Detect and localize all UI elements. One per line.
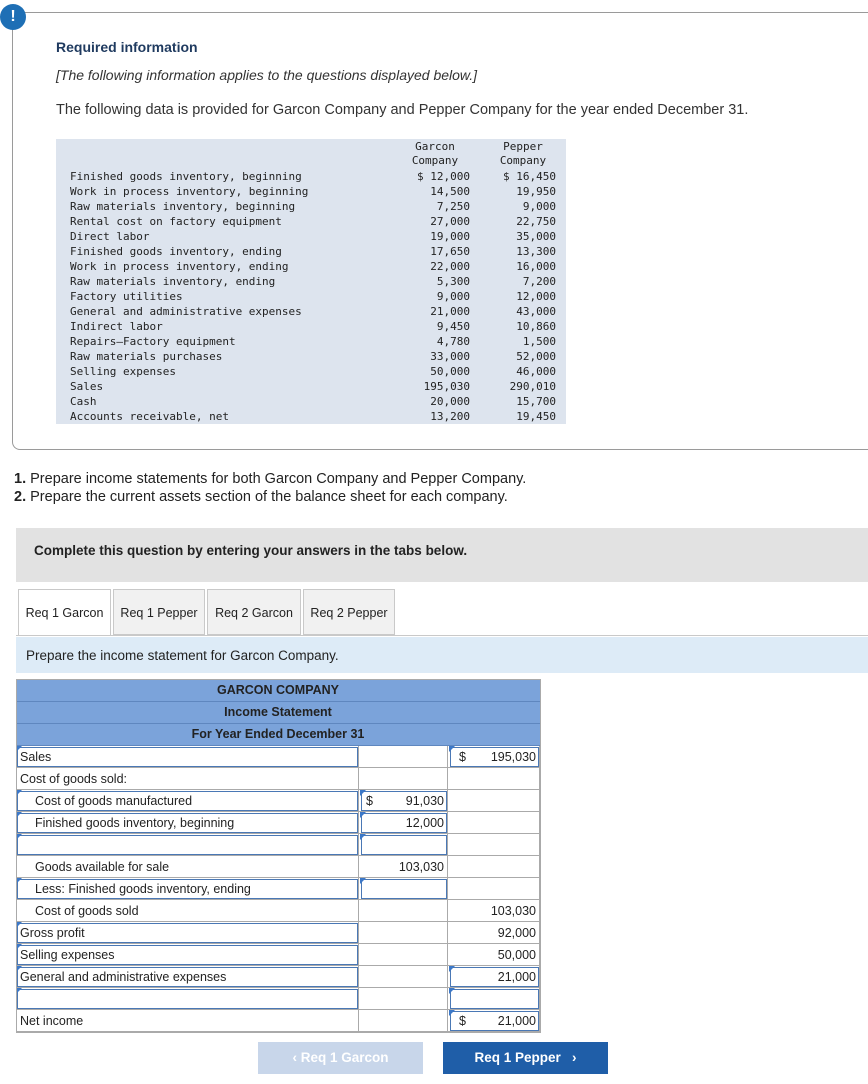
data-row-label: Rental cost on factory equipment [70, 215, 282, 228]
statement-row-label [16, 856, 359, 878]
data-row-pepper-value: 290,010 [509, 380, 556, 393]
statement-row-label[interactable] [16, 922, 359, 944]
data-row-label: Work in process inventory, beginning [70, 185, 309, 198]
statement-row-total [449, 768, 540, 790]
question-1-text: Prepare income statements for both Garcon Company and Pepper Company. [30, 471, 527, 487]
info-title: Required information [56, 39, 198, 55]
statement-row-total-text: 92,000 [497, 926, 536, 940]
data-row [56, 229, 566, 244]
statement-period: For Year Ended December 31 [16, 724, 540, 746]
instructions-bar [16, 528, 868, 582]
data-row [56, 364, 566, 379]
statement-row-label[interactable] [16, 812, 359, 834]
statement-row-amount [360, 922, 448, 944]
statement-row [16, 856, 540, 878]
statement-row-amount-text: 12,000 [405, 816, 444, 830]
statement-row-label[interactable] [16, 966, 359, 988]
income-statement [16, 679, 540, 1032]
data-row [56, 214, 566, 229]
input-flag-icon [16, 944, 22, 950]
statement-row-total-text: 21,000 [497, 970, 536, 984]
pepper-header-line1: Pepper [503, 140, 543, 153]
data-row-garcon-value: 14,500 [430, 185, 470, 198]
data-row-label: Selling expenses [70, 365, 176, 378]
data-row-label: Indirect labor [70, 320, 163, 333]
statement-row [16, 812, 540, 834]
data-table-header [56, 139, 566, 169]
statement-row-label-text: Selling expenses [20, 948, 115, 962]
data-row-label: Direct labor [70, 230, 150, 243]
data-row-label: Raw materials purchases [70, 350, 223, 363]
statement-row-amount [360, 768, 448, 790]
input-flag-icon [360, 834, 366, 840]
statement-company: GARCON COMPANY [16, 679, 540, 702]
data-row [56, 184, 566, 199]
data-row-garcon-value: 9,000 [436, 290, 470, 303]
input-flag-icon [16, 746, 22, 752]
statement-row-amount [360, 988, 448, 1010]
statement-row-label [16, 1010, 359, 1032]
tab-divider [16, 635, 868, 636]
pepper-column-header [488, 140, 558, 168]
data-row-label: Repairs—Factory equipment [70, 335, 236, 348]
statement-row-label[interactable] [16, 746, 359, 768]
input-flag-icon [449, 746, 455, 752]
question-2-text: Prepare the current assets section of the balance sheet for each company. [30, 489, 508, 505]
tab-req-1-garcon[interactable]: Req 1 Garcon [18, 589, 111, 635]
tab-req-2-pepper[interactable]: Req 2 Pepper [303, 589, 395, 635]
statement-row-label [16, 900, 359, 922]
input-flag-icon [16, 922, 22, 928]
input-flag-icon [449, 988, 455, 994]
input-flag-icon [16, 812, 22, 818]
statement-row-total[interactable] [449, 988, 540, 1010]
statement-row-amount[interactable] [360, 790, 448, 812]
statement-row-total-text: 103,030 [490, 904, 536, 918]
data-row-label: Finished goods inventory, beginning [70, 170, 302, 183]
statement-row [16, 1010, 540, 1032]
statement-row-amount[interactable] [360, 812, 448, 834]
data-row-pepper-value: 19,450 [516, 410, 556, 423]
statement-row [16, 878, 540, 900]
data-row-label: Factory utilities [70, 290, 183, 303]
data-row-garcon-value: 9,450 [436, 320, 470, 333]
info-note: [The following information applies to the questions displayed below.] [56, 67, 478, 83]
data-row-pepper-value: 7,200 [522, 275, 556, 288]
data-row-garcon-value: 20,000 [430, 395, 470, 408]
statement-row-amount [360, 1010, 448, 1032]
input-flag-icon [360, 812, 366, 818]
input-flag-icon [449, 1010, 455, 1016]
statement-row-label[interactable] [16, 834, 359, 856]
data-row-garcon-value: $ 12,000 [417, 170, 470, 183]
data-row-garcon-value: 195,030 [423, 380, 470, 393]
input-flag-icon [360, 878, 366, 884]
data-row-label: Accounts receivable, net [70, 410, 229, 423]
data-row [56, 334, 566, 349]
data-row-garcon-value: 5,300 [436, 275, 470, 288]
statement-row-label[interactable] [16, 944, 359, 966]
statement-row-amount [360, 856, 448, 878]
data-row-garcon-value: 22,000 [430, 260, 470, 273]
statement-row-amount [360, 900, 448, 922]
garcon-header-line1: Garcon [415, 140, 455, 153]
statement-row-total [449, 922, 540, 944]
chevron-right-icon: › [572, 1050, 577, 1065]
statement-row-label-text: Gross profit [20, 926, 85, 940]
info-intro: The following data is provided for Garcon Company and Pepper Company for the year ended December 31. [56, 102, 749, 118]
statement-row-amount-text: 103,030 [398, 860, 444, 874]
input-flag-icon [16, 834, 22, 840]
next-button[interactable] [443, 1042, 608, 1074]
statement-row-amount[interactable] [360, 878, 448, 900]
statement-row-label-text: General and administrative expenses [20, 970, 227, 984]
statement-row [16, 944, 540, 966]
data-row-label: Finished goods inventory, ending [70, 245, 282, 258]
data-row-label: Sales [70, 380, 104, 393]
data-row-pepper-value: 22,750 [516, 215, 556, 228]
statement-row-label[interactable] [16, 878, 359, 900]
statement-row-total [449, 856, 540, 878]
statement-row-total [449, 878, 540, 900]
next-button-label: Req 1 Pepper [474, 1050, 561, 1065]
statement-row-total[interactable] [449, 746, 540, 768]
given-data-table [56, 139, 566, 424]
question-2-number: 2. [14, 489, 27, 505]
data-row-garcon-value: 7,250 [436, 200, 470, 213]
statement-row-total-text: 21,000 [497, 1014, 536, 1028]
data-row-garcon-value: 33,000 [430, 350, 470, 363]
garcon-column-header [400, 140, 470, 168]
data-row [56, 379, 566, 394]
instructions-text: Complete this question by entering your answers in the tabs below. [34, 543, 468, 558]
data-row-garcon-value: 50,000 [430, 365, 470, 378]
statement-row-label [16, 768, 359, 790]
statement-row [16, 900, 540, 922]
data-row-label: Work in process inventory, ending [70, 260, 289, 273]
statement-row-label[interactable] [16, 988, 359, 1010]
statement-row-total-text: 50,000 [497, 948, 536, 962]
question-1-number: 1. [14, 471, 27, 487]
data-row-label: Cash [70, 395, 97, 408]
data-row-pepper-value: $ 16,450 [503, 170, 556, 183]
data-row-pepper-value: 52,000 [516, 350, 556, 363]
data-row [56, 289, 566, 304]
question-2 [14, 489, 508, 505]
data-row-pepper-value: 16,000 [516, 260, 556, 273]
data-row [56, 274, 566, 289]
statement-row-amount[interactable] [360, 834, 448, 856]
data-row [56, 169, 566, 184]
statement-row-amount [360, 746, 448, 768]
data-row-garcon-value: 21,000 [430, 305, 470, 318]
statement-row-label-text: Cost of goods manufactured [35, 794, 193, 808]
prev-button-label: Req 1 Garcon [300, 1050, 389, 1065]
statement-row-label-text: Sales [20, 750, 52, 764]
data-row-pepper-value: 43,000 [516, 305, 556, 318]
data-row-label: Raw materials inventory, beginning [70, 200, 296, 213]
statement-row-total-text: 195,030 [490, 750, 536, 764]
dollar-sign: $ [366, 794, 373, 808]
statement-row [16, 746, 540, 768]
tab-req-2-garcon[interactable]: Req 2 Garcon [207, 589, 301, 635]
data-row-garcon-value: 17,650 [430, 245, 470, 258]
pepper-header-line2: Company [499, 154, 547, 167]
data-row [56, 304, 566, 319]
dollar-sign: $ [459, 750, 466, 764]
data-row-pepper-value: 9,000 [522, 200, 556, 213]
question-1 [14, 471, 526, 487]
data-row [56, 259, 566, 274]
statement-row-total [449, 790, 540, 812]
statement-row [16, 966, 540, 988]
statement-title: Income Statement [16, 702, 540, 724]
data-row-pepper-value: 12,000 [516, 290, 556, 303]
data-row-label: General and administrative expenses [70, 305, 302, 318]
statement-row-amount-text: 91,030 [405, 794, 444, 808]
input-flag-icon [449, 966, 455, 972]
chevron-left-icon: ‹ [292, 1050, 297, 1065]
data-row [56, 349, 566, 364]
data-row-pepper-value: 10,860 [516, 320, 556, 333]
data-row [56, 409, 566, 424]
data-row-pepper-value: 19,950 [516, 185, 556, 198]
statement-row-label-text: Finished goods inventory, beginning [35, 816, 235, 830]
statement-row [16, 768, 540, 790]
data-row-pepper-value: 13,300 [516, 245, 556, 258]
data-row-pepper-value: 1,500 [522, 335, 556, 348]
statement-row [16, 834, 540, 856]
statement-row-label-text: Cost of goods sold: [20, 772, 128, 786]
statement-row-total[interactable] [449, 1010, 540, 1032]
statement-row-amount [360, 944, 448, 966]
data-row-garcon-value: 27,000 [430, 215, 470, 228]
statement-row-label-text: Goods available for sale [35, 860, 170, 874]
data-row-pepper-value: 46,000 [516, 365, 556, 378]
prev-button[interactable] [258, 1042, 423, 1074]
statement-row-total [449, 834, 540, 856]
input-flag-icon [16, 878, 22, 884]
statement-row-total [449, 812, 540, 834]
statement-row-label[interactable] [16, 790, 359, 812]
data-row [56, 244, 566, 259]
tab-req-1-pepper[interactable]: Req 1 Pepper [113, 589, 205, 635]
data-row [56, 319, 566, 334]
data-row-label: Raw materials inventory, ending [70, 275, 276, 288]
input-flag-icon [16, 790, 22, 796]
statement-row [16, 988, 540, 1010]
statement-row-label-text: Net income [20, 1014, 84, 1028]
statement-row-total [449, 900, 540, 922]
prompt-text: Prepare the income statement for Garcon Company. [26, 648, 339, 663]
dollar-sign: $ [459, 1014, 466, 1028]
alert-icon: ! [0, 4, 26, 30]
data-row-pepper-value: 35,000 [516, 230, 556, 243]
statement-row [16, 790, 540, 812]
statement-row-total[interactable] [449, 966, 540, 988]
statement-row [16, 922, 540, 944]
prompt-bar [16, 637, 868, 673]
garcon-header-line2: Company [411, 154, 459, 167]
input-flag-icon [16, 966, 22, 972]
data-row [56, 394, 566, 409]
statement-row-label-text: Less: Finished goods inventory, ending [35, 882, 251, 896]
statement-row-label-text: Cost of goods sold [35, 904, 139, 918]
data-row-garcon-value: 4,780 [436, 335, 470, 348]
input-flag-icon [16, 988, 22, 994]
statement-row-amount [360, 966, 448, 988]
statement-row-total [449, 944, 540, 966]
data-row [56, 199, 566, 214]
data-row-garcon-value: 19,000 [430, 230, 470, 243]
data-row-garcon-value: 13,200 [430, 410, 470, 423]
data-row-pepper-value: 15,700 [516, 395, 556, 408]
